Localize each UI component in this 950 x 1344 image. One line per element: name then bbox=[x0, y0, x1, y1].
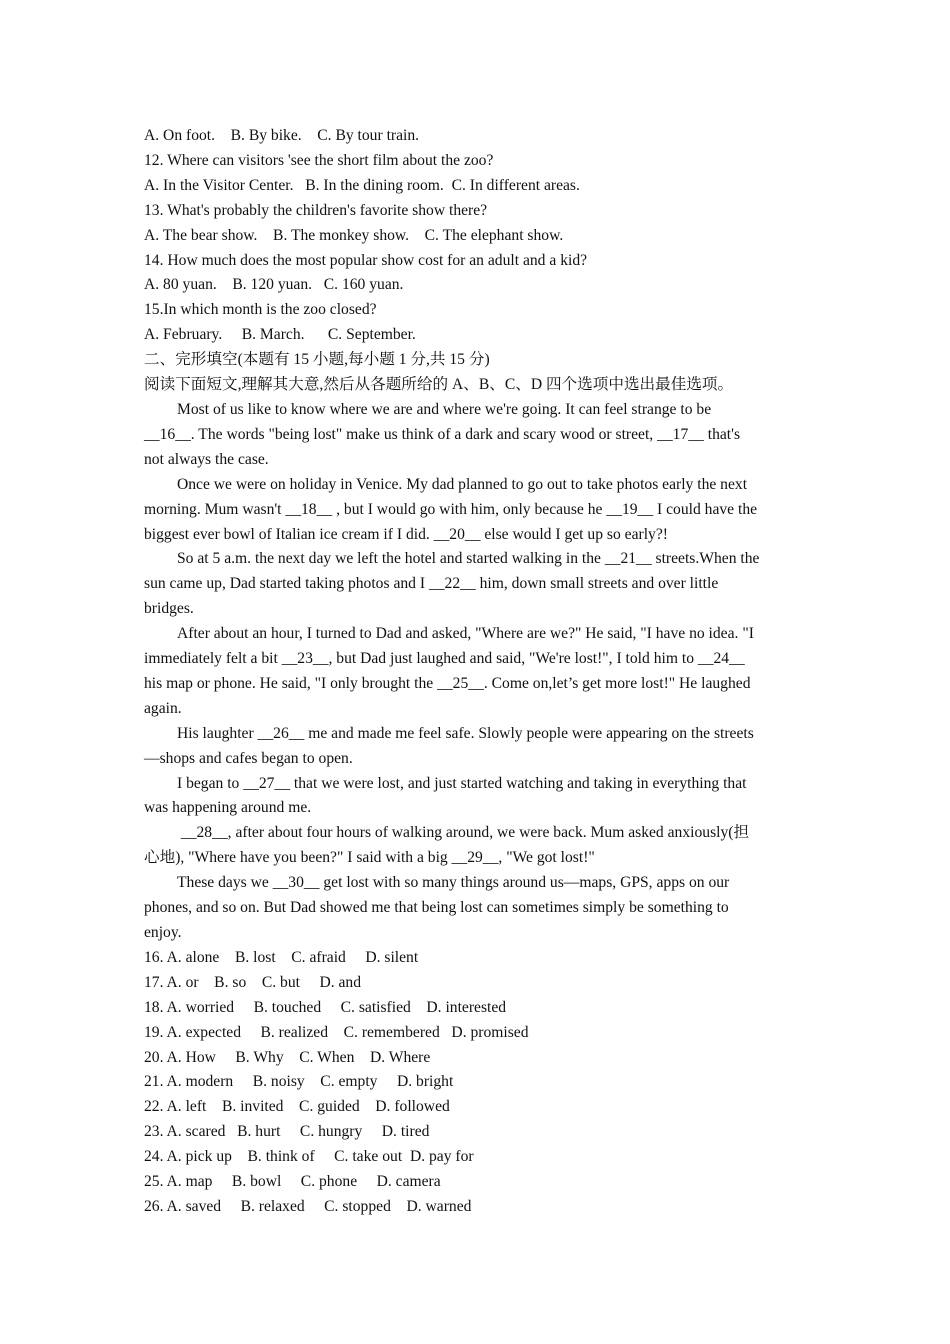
passage-line: __16__. The words "being lost" make us think of a dark and scary wood or street, __17__ that's bbox=[144, 425, 741, 443]
question-12: 12. Where can visitors 'see the short film about the zoo? bbox=[144, 151, 494, 169]
passage-line: So at 5 a.m. the next day we left the hotel and started walking in the __21__ streets.When the bbox=[177, 550, 760, 568]
option-row-19: 19. A. expected B. realized C. remembered D. promised bbox=[144, 1023, 529, 1041]
option-line: A. February. B. March. C. September. bbox=[144, 326, 416, 344]
option-row-21: 21. A. modern B. noisy C. empty D. bright bbox=[144, 1073, 454, 1091]
passage-line: enjoy. bbox=[144, 924, 182, 941]
option-row-24: 24. A. pick up B. think of C. take out D. pay for bbox=[144, 1148, 474, 1166]
cloze-passage bbox=[144, 398, 809, 946]
passage-line: __28__, after about four hours of walking around, we were back. Mum asked anxiously(担 bbox=[177, 824, 750, 842]
document-page bbox=[144, 124, 809, 1220]
question-13: 13. What's probably the children's favorite show there? bbox=[144, 201, 488, 219]
listening-options-block bbox=[144, 124, 809, 398]
question-15: 15.In which month is the zoo closed? bbox=[144, 301, 377, 319]
passage-line: Once we were on holiday in Venice. My dad planned to go out to take photos early the next bbox=[177, 475, 748, 493]
option-row-26: 26. A. saved B. relaxed C. stopped D. warned bbox=[144, 1197, 472, 1215]
passage-paragraph bbox=[144, 871, 809, 946]
option-row-23: 23. A. scared B. hurt C. hungry D. tired bbox=[144, 1123, 430, 1141]
passage-paragraph bbox=[144, 821, 809, 871]
passage-line: I began to __27__ that we were lost, and just started watching and taking in everything that bbox=[177, 774, 747, 792]
option-row-17: 17. A. or B. so C. but D. and bbox=[144, 973, 362, 991]
passage-line: Most of us like to know where we are and where we're going. It can feel strange to be bbox=[177, 400, 712, 418]
option-line: A. The bear show. B. The monkey show. C. The elephant show. bbox=[144, 226, 564, 244]
passage-line: not always the case. bbox=[144, 450, 269, 468]
passage-line: bridges. bbox=[144, 600, 194, 618]
passage-paragraph bbox=[144, 622, 809, 722]
option-row-20: 20. A. How B. Why C. When D. Where bbox=[144, 1048, 431, 1066]
option-line: A. 80 yuan. B. 120 yuan. C. 160 yuan. bbox=[144, 276, 404, 294]
section-heading: 二、完形填空(本题有 15 小题,每小题 1 分,共 15 分) bbox=[144, 351, 490, 369]
option-row-22: 22. A. left B. invited C. guided D. followed bbox=[144, 1098, 450, 1116]
passage-line: His laughter __26__ me and made me feel safe. Slowly people were appearing on the streets bbox=[177, 724, 754, 742]
passage-line: biggest ever bowl of Italian ice cream if I did. __20__ else would I get up so early?! bbox=[144, 525, 668, 543]
passage-line: After about an hour, I turned to Dad and asked, "Where are we?" He said, "I have no idea. "I bbox=[177, 625, 754, 643]
option-row-25: 25. A. map B. bowl C. phone D. camera bbox=[144, 1173, 441, 1191]
passage-line: immediately felt a bit __23__, but Dad just laughed and said, "We're lost!", I told him to __24__ bbox=[144, 650, 745, 668]
option-line: A. On foot. B. By bike. C. By tour train. bbox=[144, 127, 420, 144]
passage-line: phones, and so on. But Dad showed me that being lost can sometimes simply be something to bbox=[144, 899, 729, 917]
cloze-options-block bbox=[144, 946, 809, 1220]
section-instructions: 阅读下面短文,理解其大意,然后从各题所给的 A、B、C、D 四个选项中选出最佳选项。 bbox=[144, 376, 734, 394]
passage-line: 心地), "Where have you been?" I said with a big __29__, "We got lost!" bbox=[144, 849, 595, 867]
passage-paragraph bbox=[144, 722, 809, 772]
passage-line: again. bbox=[144, 699, 182, 717]
passage-paragraph bbox=[144, 473, 809, 548]
passage-line: sun came up, Dad started taking photos and I __22__ him, down small streets and over little bbox=[144, 575, 719, 593]
passage-line: These days we __30__ get lost with so many things around us—maps, GPS, apps on our bbox=[177, 874, 730, 892]
passage-line: morning. Mum wasn't __18__ , but I would go with him, only because he __19__ I could have the bbox=[144, 500, 758, 518]
passage-line: —shops and cafes began to open. bbox=[144, 749, 353, 767]
question-14: 14. How much does the most popular show cost for an adult and a kid? bbox=[144, 251, 588, 269]
passage-paragraph bbox=[144, 547, 809, 622]
option-row-18: 18. A. worried B. touched C. satisfied D. interested bbox=[144, 998, 507, 1016]
passage-paragraph bbox=[144, 398, 809, 473]
passage-line: his map or phone. He said, "I only brought the __25__. Come on,let’s get more lost!" He laughed bbox=[144, 674, 751, 692]
option-row-16: 16. A. alone B. lost C. afraid D. silent bbox=[144, 948, 419, 966]
passage-line: was happening around me. bbox=[144, 799, 312, 817]
passage-paragraph bbox=[144, 772, 809, 822]
option-line: A. In the Visitor Center. B. In the dining room. C. In different areas. bbox=[144, 176, 580, 194]
